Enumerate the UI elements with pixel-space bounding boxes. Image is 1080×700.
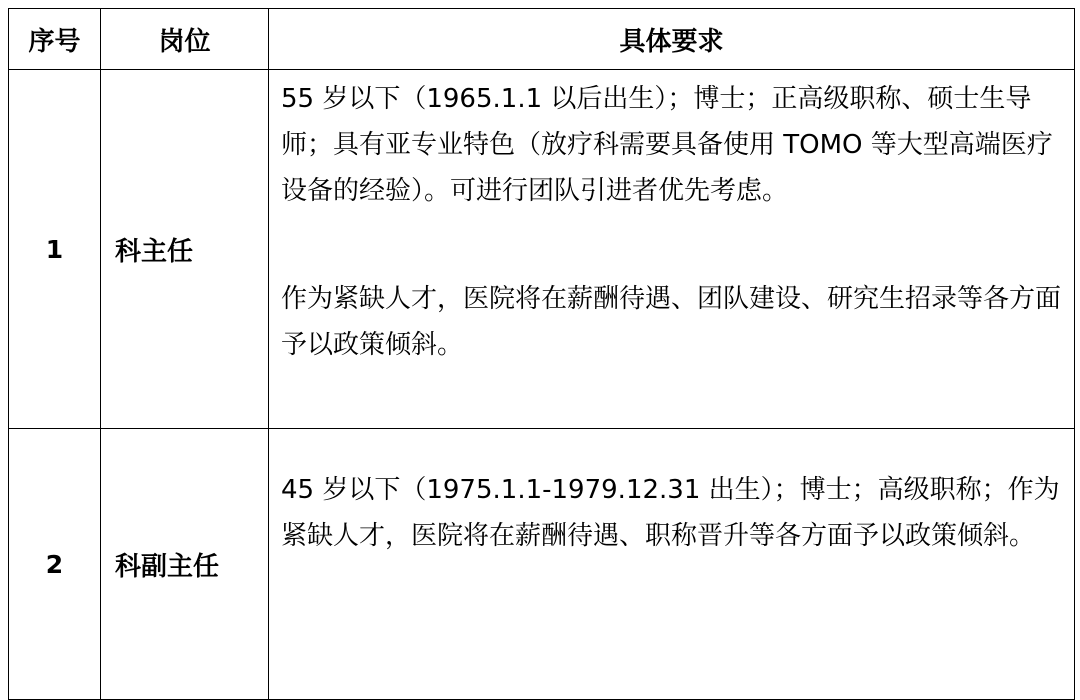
row-seq: 1 xyxy=(9,70,101,429)
requirement-paragraph: 45 岁以下（1975.1.1-1979.12.31 出生）；博士；高级职称；作为紧缺人才，医院将在薪酬待遇、职称晋升等各方面予以政策倾斜。 xyxy=(281,475,1060,551)
requirement-paragraph: 作为紧缺人才，医院将在薪酬待遇、团队建设、研究生招录等各方面予以政策倾斜。 xyxy=(281,284,1062,360)
row-seq: 2 xyxy=(9,429,101,700)
header-requirements: 具体要求 xyxy=(269,9,1075,70)
row-position: 科主任 xyxy=(101,70,269,429)
paragraph-spacer xyxy=(281,214,1064,276)
requirement-paragraph: 55 岁以下（1965.1.1 以后出生）；博士；正高级职称、硕士生导师；具有亚专业特色（放疗科需要具备使用 TOMO 等大型高端医疗设备的经验）。可进行团队引进者优先考虑。 xyxy=(281,84,1053,206)
header-position: 岗位 xyxy=(101,9,269,70)
header-seq: 序号 xyxy=(9,9,101,70)
table-row xyxy=(9,429,1075,700)
row-position: 科副主任 xyxy=(101,429,269,700)
table-row xyxy=(9,70,1075,429)
requirements-table xyxy=(8,8,1075,700)
row-requirements xyxy=(269,70,1075,429)
row-requirements xyxy=(269,429,1075,700)
table-header-row xyxy=(9,9,1075,70)
